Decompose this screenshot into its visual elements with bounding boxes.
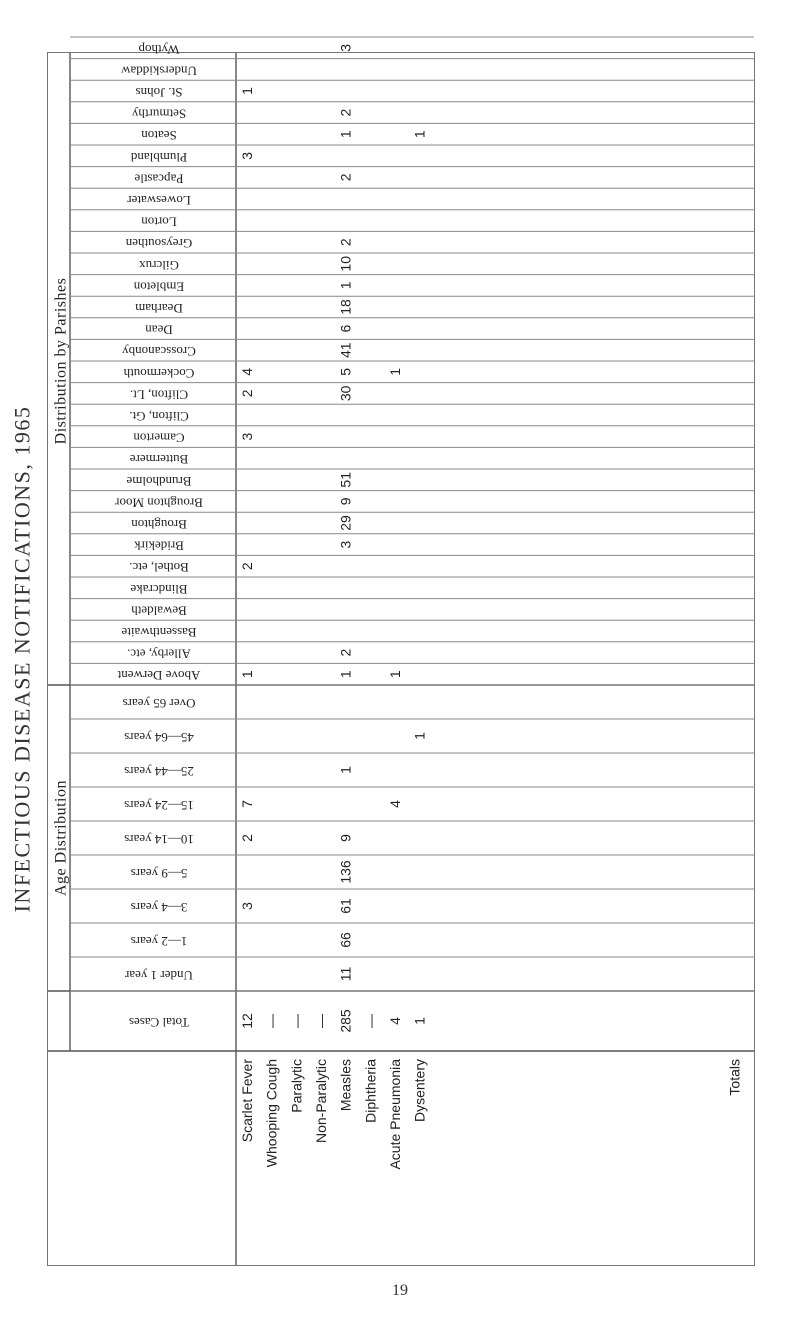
- column-header-a4: 10—14 years: [124, 832, 194, 848]
- total-cell: 12: [239, 1013, 256, 1029]
- table-cell: 9: [337, 834, 354, 842]
- column-header-p6: Bridekirk: [134, 538, 184, 554]
- totals-row-label: Totals: [726, 1059, 743, 1096]
- table-cell: 2: [239, 562, 256, 571]
- table-cell: 29: [337, 515, 354, 531]
- row-label: Diphtheria: [362, 1059, 379, 1123]
- table-cell: 1: [239, 87, 256, 95]
- table-cell: 6: [337, 324, 354, 333]
- column-header-a6: 25—44 years: [124, 764, 194, 780]
- column-header-p14: Cockermouth: [123, 365, 195, 381]
- table-cell: 1: [337, 670, 354, 679]
- row-label: Measles: [337, 1059, 354, 1112]
- column-header-a5: 15—24 years: [124, 798, 194, 814]
- table-grid: [48, 41, 754, 1265]
- column-header-p23: Papcastle: [134, 171, 184, 187]
- table-cell: 66: [337, 932, 354, 948]
- column-header-p24: Plumbland: [130, 149, 188, 165]
- column-header-p4: Blindcrake: [130, 581, 188, 597]
- table-cell: 1: [411, 130, 428, 139]
- table-cell: 136: [337, 860, 354, 884]
- running-head: [5, 0, 39, 1318]
- total-cell: —: [288, 1014, 305, 1028]
- column-header-p26: Setmurthy: [131, 106, 187, 122]
- total-cell: —: [362, 1014, 379, 1028]
- page-number: 19: [392, 1282, 408, 1299]
- table-cell: 1: [239, 670, 256, 679]
- column-header-p7: Broughton: [131, 517, 187, 533]
- column-header-p21: Lorton: [141, 214, 177, 230]
- table-cell: 2: [239, 389, 256, 398]
- column-header-p19: Gilcrux: [139, 257, 179, 273]
- total-cell: 285: [337, 1009, 354, 1033]
- column-header-p8: Broughton Moor: [115, 495, 203, 511]
- table-cell: 30: [337, 385, 354, 402]
- column-header-p29: Wythop: [138, 41, 180, 57]
- column-header-p15: Crosscanonby: [122, 344, 196, 360]
- column-header-p27: St. Johns: [135, 85, 183, 101]
- table-cell: 1: [337, 130, 354, 139]
- column-header-a0: Under 1 year: [125, 968, 193, 984]
- table-cell: 3: [239, 902, 256, 910]
- column-header-p18: Embleton: [133, 279, 185, 295]
- table-cell: 1: [337, 281, 354, 290]
- table-cell: 7: [239, 800, 256, 808]
- row-label: Non-Paralytic: [313, 1059, 330, 1144]
- table-cell: 3: [239, 151, 256, 160]
- row-label: Dysentery: [411, 1059, 428, 1123]
- column-header-p28: Underskiddaw: [121, 63, 197, 79]
- total-cell: —: [313, 1014, 330, 1028]
- column-header-p13: Clifton, Lt.: [129, 387, 189, 403]
- parish-group-header: Distribution by Parishes: [52, 277, 70, 445]
- column-header-p5: Bothel, etc.: [129, 560, 189, 576]
- column-header-total: Total Cases: [128, 1015, 190, 1031]
- column-header-p22: Loweswater: [127, 193, 191, 209]
- table-cell: 1: [411, 732, 428, 740]
- column-header-p3: Bewaldeth: [131, 603, 187, 619]
- table-cell: 2: [239, 834, 256, 842]
- table-cell: 3: [337, 540, 354, 549]
- column-header-p9: Brundholme: [126, 473, 192, 489]
- total-cell: —: [263, 1014, 280, 1028]
- table-cell: 11: [337, 966, 354, 982]
- column-header-p16: Dean: [145, 322, 173, 338]
- column-header-a2: 3—4 years: [130, 900, 188, 916]
- row-label: Scarlet Fever: [239, 1059, 256, 1143]
- table-cell: 1: [337, 766, 354, 774]
- column-header-p12: Clifton, Gt.: [129, 409, 189, 425]
- column-header-p0: Above Derwent: [117, 668, 201, 684]
- column-header-a1: 1—2 years: [130, 934, 188, 950]
- table-cell: 2: [337, 173, 354, 182]
- table-cell: 1: [387, 670, 404, 679]
- column-header-a3: 5—9 years: [130, 866, 188, 882]
- column-header-p1: Allerby, etc.: [127, 646, 191, 662]
- column-header-a8: Over 65 years: [122, 696, 196, 712]
- table-cell: 3: [239, 432, 256, 441]
- table-cell: 2: [337, 648, 354, 657]
- column-header-p17: Dearham: [135, 301, 183, 317]
- table-cell: 61: [337, 898, 354, 914]
- row-label: Paralytic: [288, 1059, 305, 1113]
- table-cell: 51: [337, 472, 354, 488]
- total-cell: 1: [411, 1017, 428, 1025]
- running-head-text: INFECTIOUS DISEASE NOTIFICATIONS, 1965: [9, 405, 35, 913]
- table-cell: 18: [337, 299, 354, 315]
- table-cell: 41: [337, 342, 354, 358]
- row-label: Acute Pneumonia: [387, 1059, 404, 1170]
- table-cell: 4: [239, 367, 256, 376]
- column-header-p2: Bassenthwaite: [121, 625, 197, 641]
- row-label: Whooping Cough: [263, 1059, 280, 1168]
- table-cell: 4: [387, 800, 404, 808]
- table-cell: 9: [337, 497, 354, 506]
- table-cell: 2: [337, 238, 354, 247]
- age-group-header: Age Distribution: [52, 780, 70, 896]
- table-cell: 3: [337, 43, 354, 52]
- total-cell: 4: [387, 1017, 404, 1025]
- column-header-p11: Camerton: [133, 430, 185, 446]
- notifications-table: [47, 41, 755, 1266]
- column-header-p25: Seaton: [141, 128, 177, 144]
- column-header-p20: Greysouthen: [125, 236, 193, 252]
- table-cell: 1: [387, 367, 404, 376]
- column-header-p10: Buttermere: [129, 452, 189, 468]
- table-cell: 5: [337, 367, 354, 376]
- table-cell: 10: [337, 256, 354, 272]
- table-cell: 2: [337, 108, 354, 117]
- column-header-a7: 45—64 years: [124, 730, 194, 746]
